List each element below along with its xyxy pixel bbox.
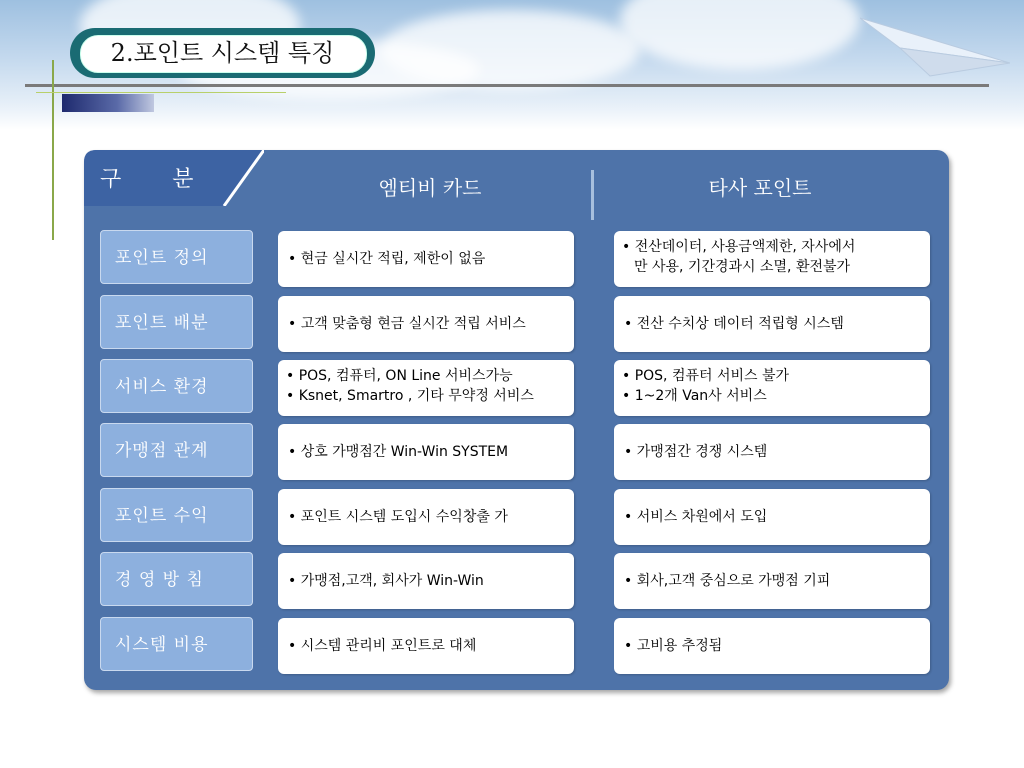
column-divider	[591, 170, 594, 220]
cell-line: • 가맹점간 경쟁 시스템	[624, 444, 768, 460]
row-category: 서비스 환경	[100, 359, 253, 413]
cell-line: • POS, 컴퓨터 서비스 불가	[622, 368, 790, 384]
slide-title: 2.포인트 시스템 특징	[110, 39, 335, 67]
other-point-cell	[614, 360, 930, 416]
cell-line: • 1~2개 Van사 서비스	[622, 388, 767, 404]
other-point-cell	[614, 424, 930, 480]
cell-line: • 가맹점,고객, 회사가 Win-Win	[288, 573, 484, 589]
corner-label: 구 분	[100, 167, 216, 192]
cell-line: • 현금 실시간 적립, 제한이 없음	[288, 251, 486, 267]
cell-line: • 고객 맞춤형 현금 실시간 적립 서비스	[288, 316, 526, 332]
vertical-accent-line	[52, 60, 54, 240]
cell-line: • 회사,고객 중심으로 가맹점 기피	[624, 573, 831, 589]
cell-line: • 전산 수치상 데이터 적립형 시스템	[624, 316, 844, 332]
cell-line: 만 사용, 기간경과시 소멸, 환전불가	[634, 259, 851, 275]
row-category: 가맹점 관계	[100, 423, 253, 477]
cell-line: • 서비스 차원에서 도입	[624, 509, 768, 525]
other-point-cell	[614, 296, 930, 352]
mtb-card-cell	[278, 424, 574, 480]
row-category: 시스템 비용	[100, 617, 253, 671]
mtb-card-cell	[278, 231, 574, 287]
header-rule	[25, 84, 989, 87]
paper-plane-icon	[860, 8, 1010, 78]
other-point-cell	[614, 553, 930, 609]
cell-line: • Ksnet, Smartro , 기타 무약정 서비스	[286, 388, 534, 404]
column-header-other: 타사 포인트	[708, 176, 812, 200]
mtb-card-cell	[278, 296, 574, 352]
mtb-card-cell	[278, 553, 574, 609]
cell-line: • POS, 컴퓨터, ON Line 서비스가능	[286, 368, 513, 384]
cell-line: • 시스템 관리비 포인트로 대체	[288, 638, 477, 654]
mtb-card-cell	[278, 618, 574, 674]
other-point-cell	[614, 618, 930, 674]
cell-line: • 고비용 추정됨	[624, 638, 723, 654]
column-header-mtb: 엠티비 카드	[378, 176, 482, 200]
mtb-card-cell	[278, 489, 574, 545]
accent-line	[36, 92, 286, 93]
cell-line: • 전산데이터, 사용금액제한, 자사에서	[622, 239, 856, 255]
row-category: 포인트 정의	[100, 230, 253, 284]
row-category: 경 영 방 침	[100, 552, 253, 606]
mtb-card-cell	[278, 360, 574, 416]
cell-line: • 포인트 시스템 도입시 수익창출 가	[288, 509, 508, 525]
cell-line: • 상호 가맹점간 Win-Win SYSTEM	[288, 444, 509, 460]
row-category: 포인트 수익	[100, 488, 253, 542]
other-point-cell	[614, 489, 930, 545]
navy-accent-bar	[62, 94, 154, 112]
other-point-cell	[614, 231, 930, 287]
row-category: 포인트 배분	[100, 295, 253, 349]
